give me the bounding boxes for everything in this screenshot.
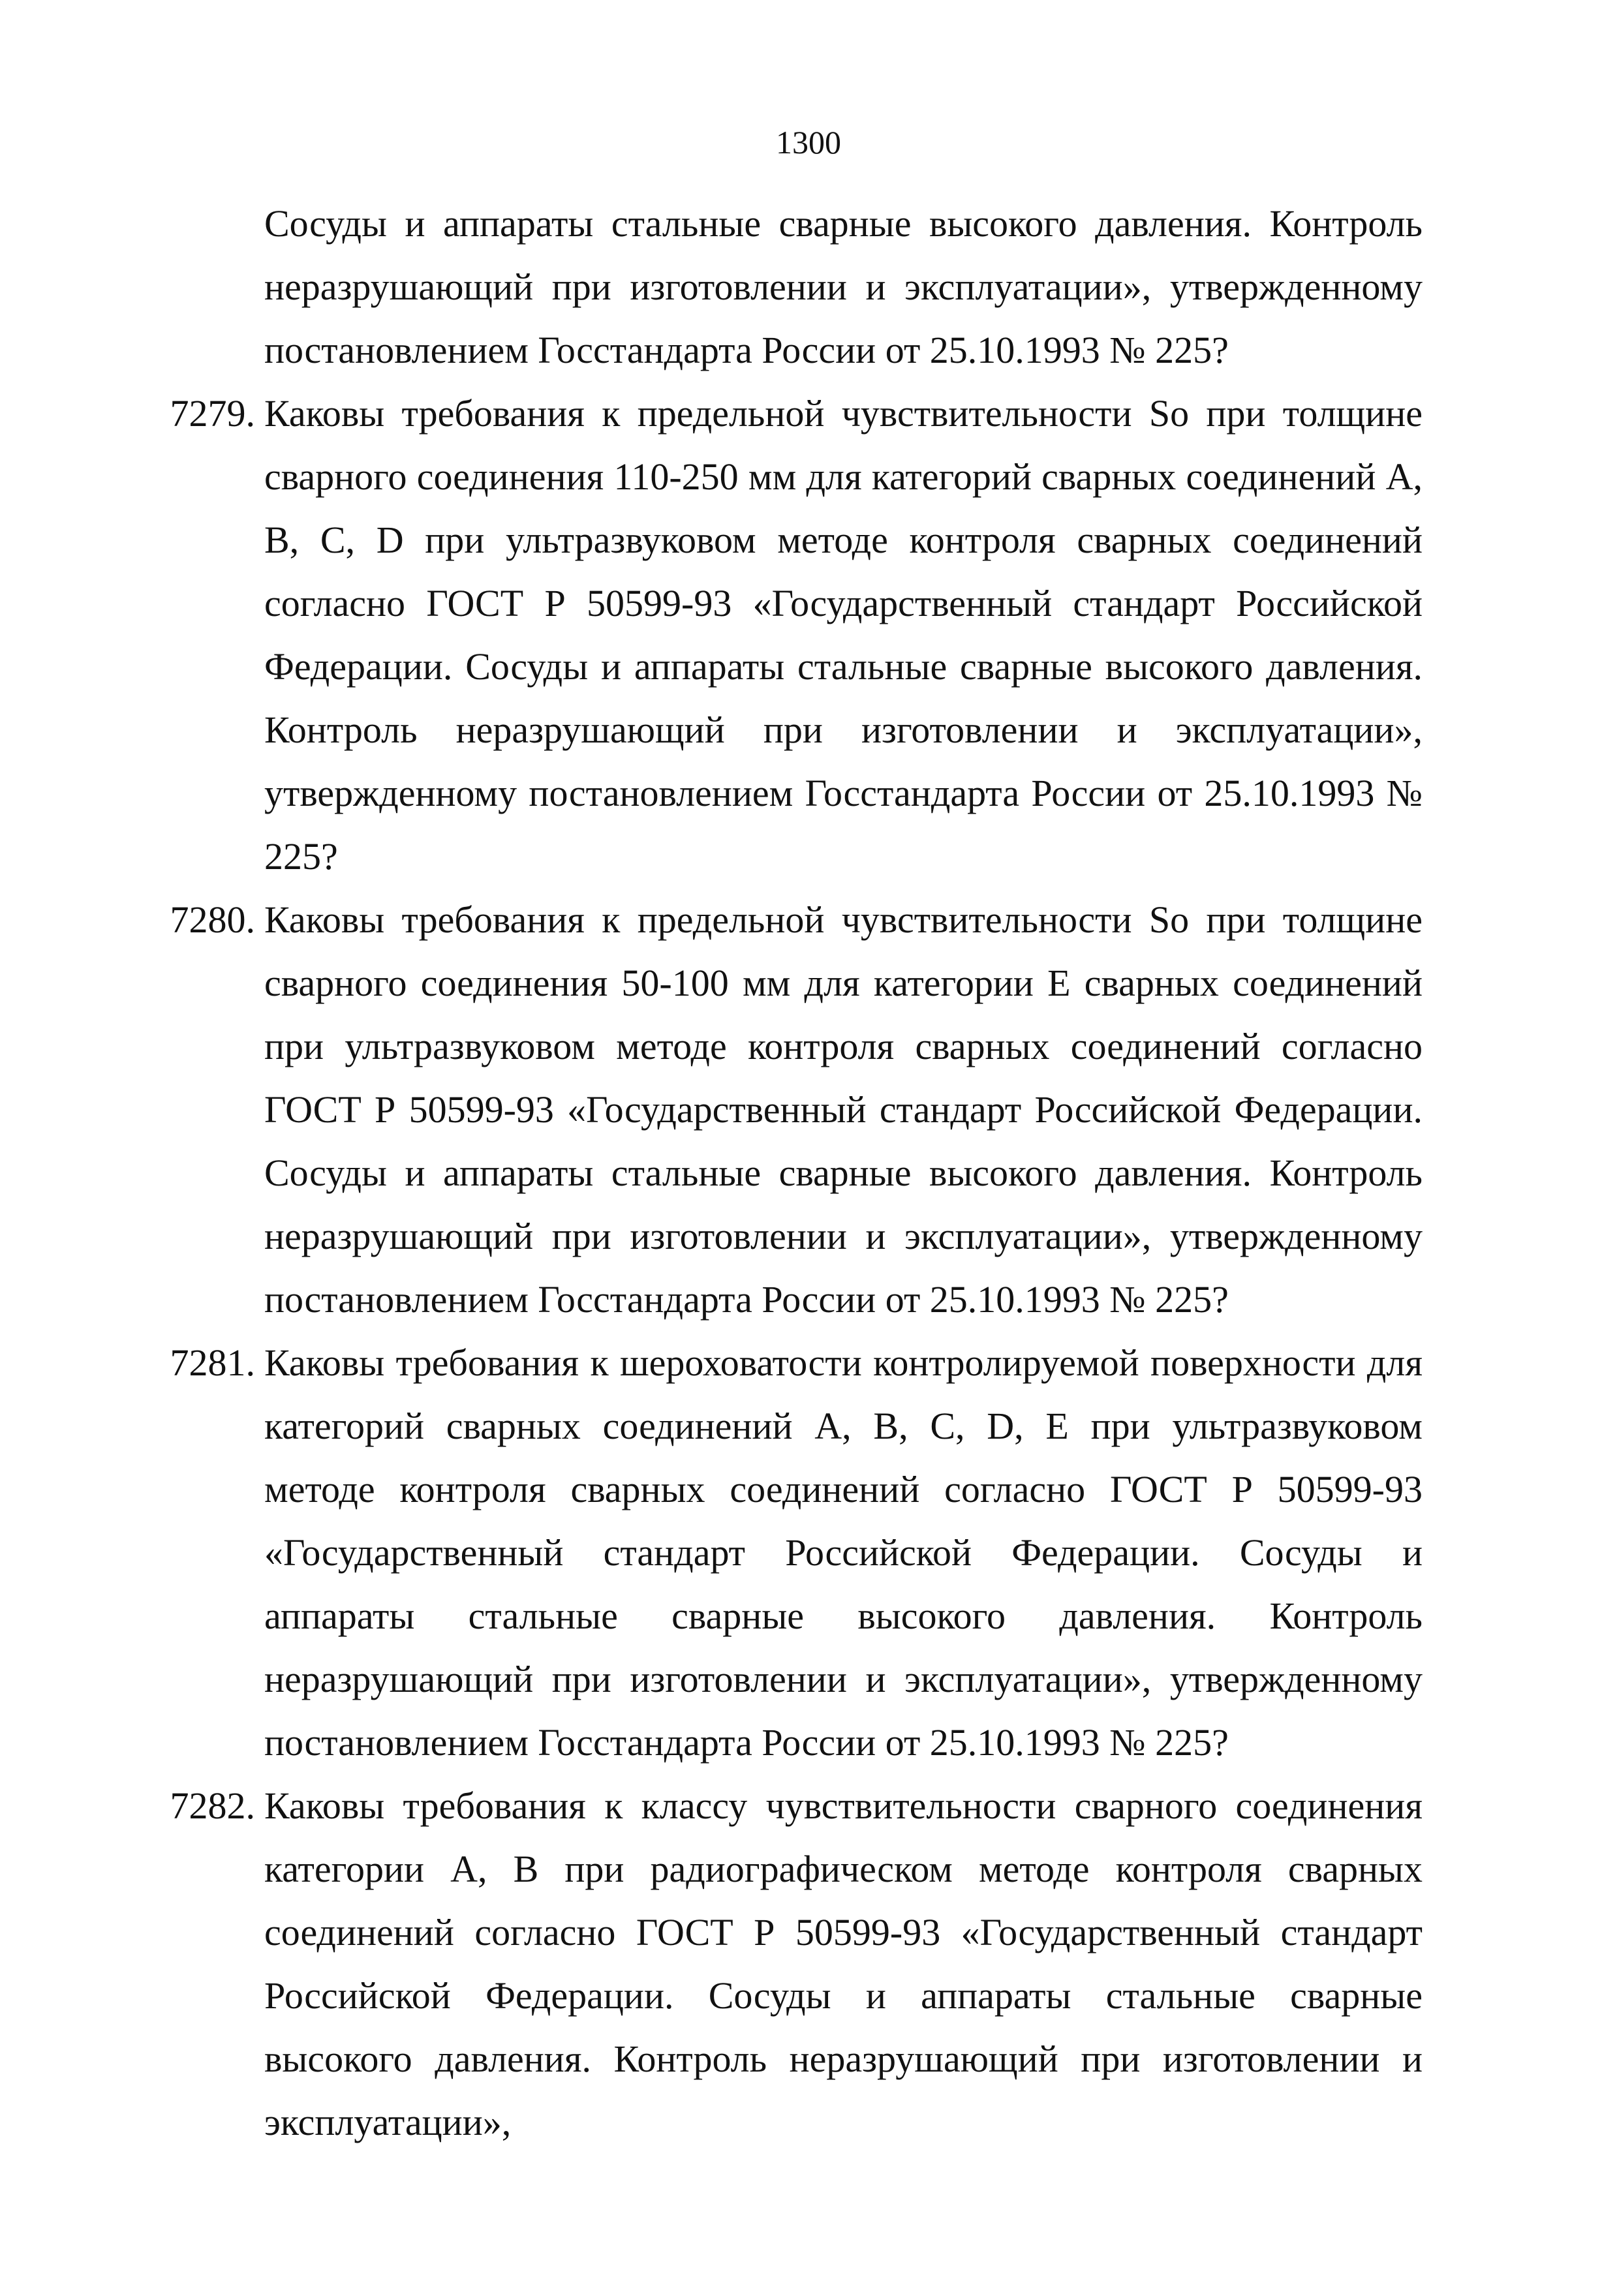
page-content [170, 192, 1423, 2154]
question-item-7279 [170, 382, 1423, 888]
question-text: Каковы требования к классу чувствительности сварного соединения категории A, B при радиографическом методе контроля сварных соединений согласно ГОСТ Р 50599-93 «Государственный стандарт Российской Федерации. Сосуды и аппараты стальные сварные высокого давления. Контроль неразрушающий при изготовлении и эксплуатации», [264, 1784, 1423, 2143]
question-number: 7281. [170, 1341, 255, 1384]
question-text: Каковы требования к предельной чувствительности So при толщине сварного соединения 110-250 мм для категорий сварных соединений A, B, C, D при ультразвуковом методе контроля сварных соединений согласно ГОСТ Р 50599-93 «Государственный стандарт Российской Федерации. Сосуды и аппараты стальные сварные высокого давления. Контроль неразрушающий при изготовлении и эксплуатации», утвержденному постановлением Госстандарта России от 25.10.1993 № 225? [264, 392, 1423, 878]
question-text: Каковы требования к шероховатости контролируемой поверхности для категорий сварных соединений A, B, C, D, E при ультразвуковом методе контроля сварных соединений согласно ГОСТ Р 50599-93 «Государственный стандарт Российской Федерации. Сосуды и аппараты стальные сварные высокого давления. Контроль неразрушающий при изготовлении и эксплуатации», утвержденному постановлением Госстандарта России от 25.10.1993 № 225? [264, 1341, 1423, 1764]
question-item-7281 [170, 1331, 1423, 1774]
question-text: Каковы требования к предельной чувствительности So при толщине сварного соединения 50-100 мм для категории E сварных соединений при ультразвуковом методе контроля сварных соединений согласно ГОСТ Р 50599-93 «Государственный стандарт Российской Федерации. Сосуды и аппараты стальные сварные высокого давления. Контроль неразрушающий при изготовлении и эксплуатации», утвержденному постановлением Госстандарта России от 25.10.1993 № 225? [264, 898, 1423, 1321]
question-number: 7280. [170, 898, 255, 941]
question-number: 7282. [170, 1784, 255, 1827]
question-item-7282 [170, 1774, 1423, 2154]
question-item-7280 [170, 888, 1423, 1331]
page-number: 1300 [776, 124, 841, 161]
continuation-paragraph: Сосуды и аппараты стальные сварные высокого давления. Контроль неразрушающий при изготовлении и эксплуатации», утвержденному постановлением Госстандарта России от 25.10.1993 № 225? [264, 202, 1423, 371]
question-number: 7279. [170, 392, 255, 435]
